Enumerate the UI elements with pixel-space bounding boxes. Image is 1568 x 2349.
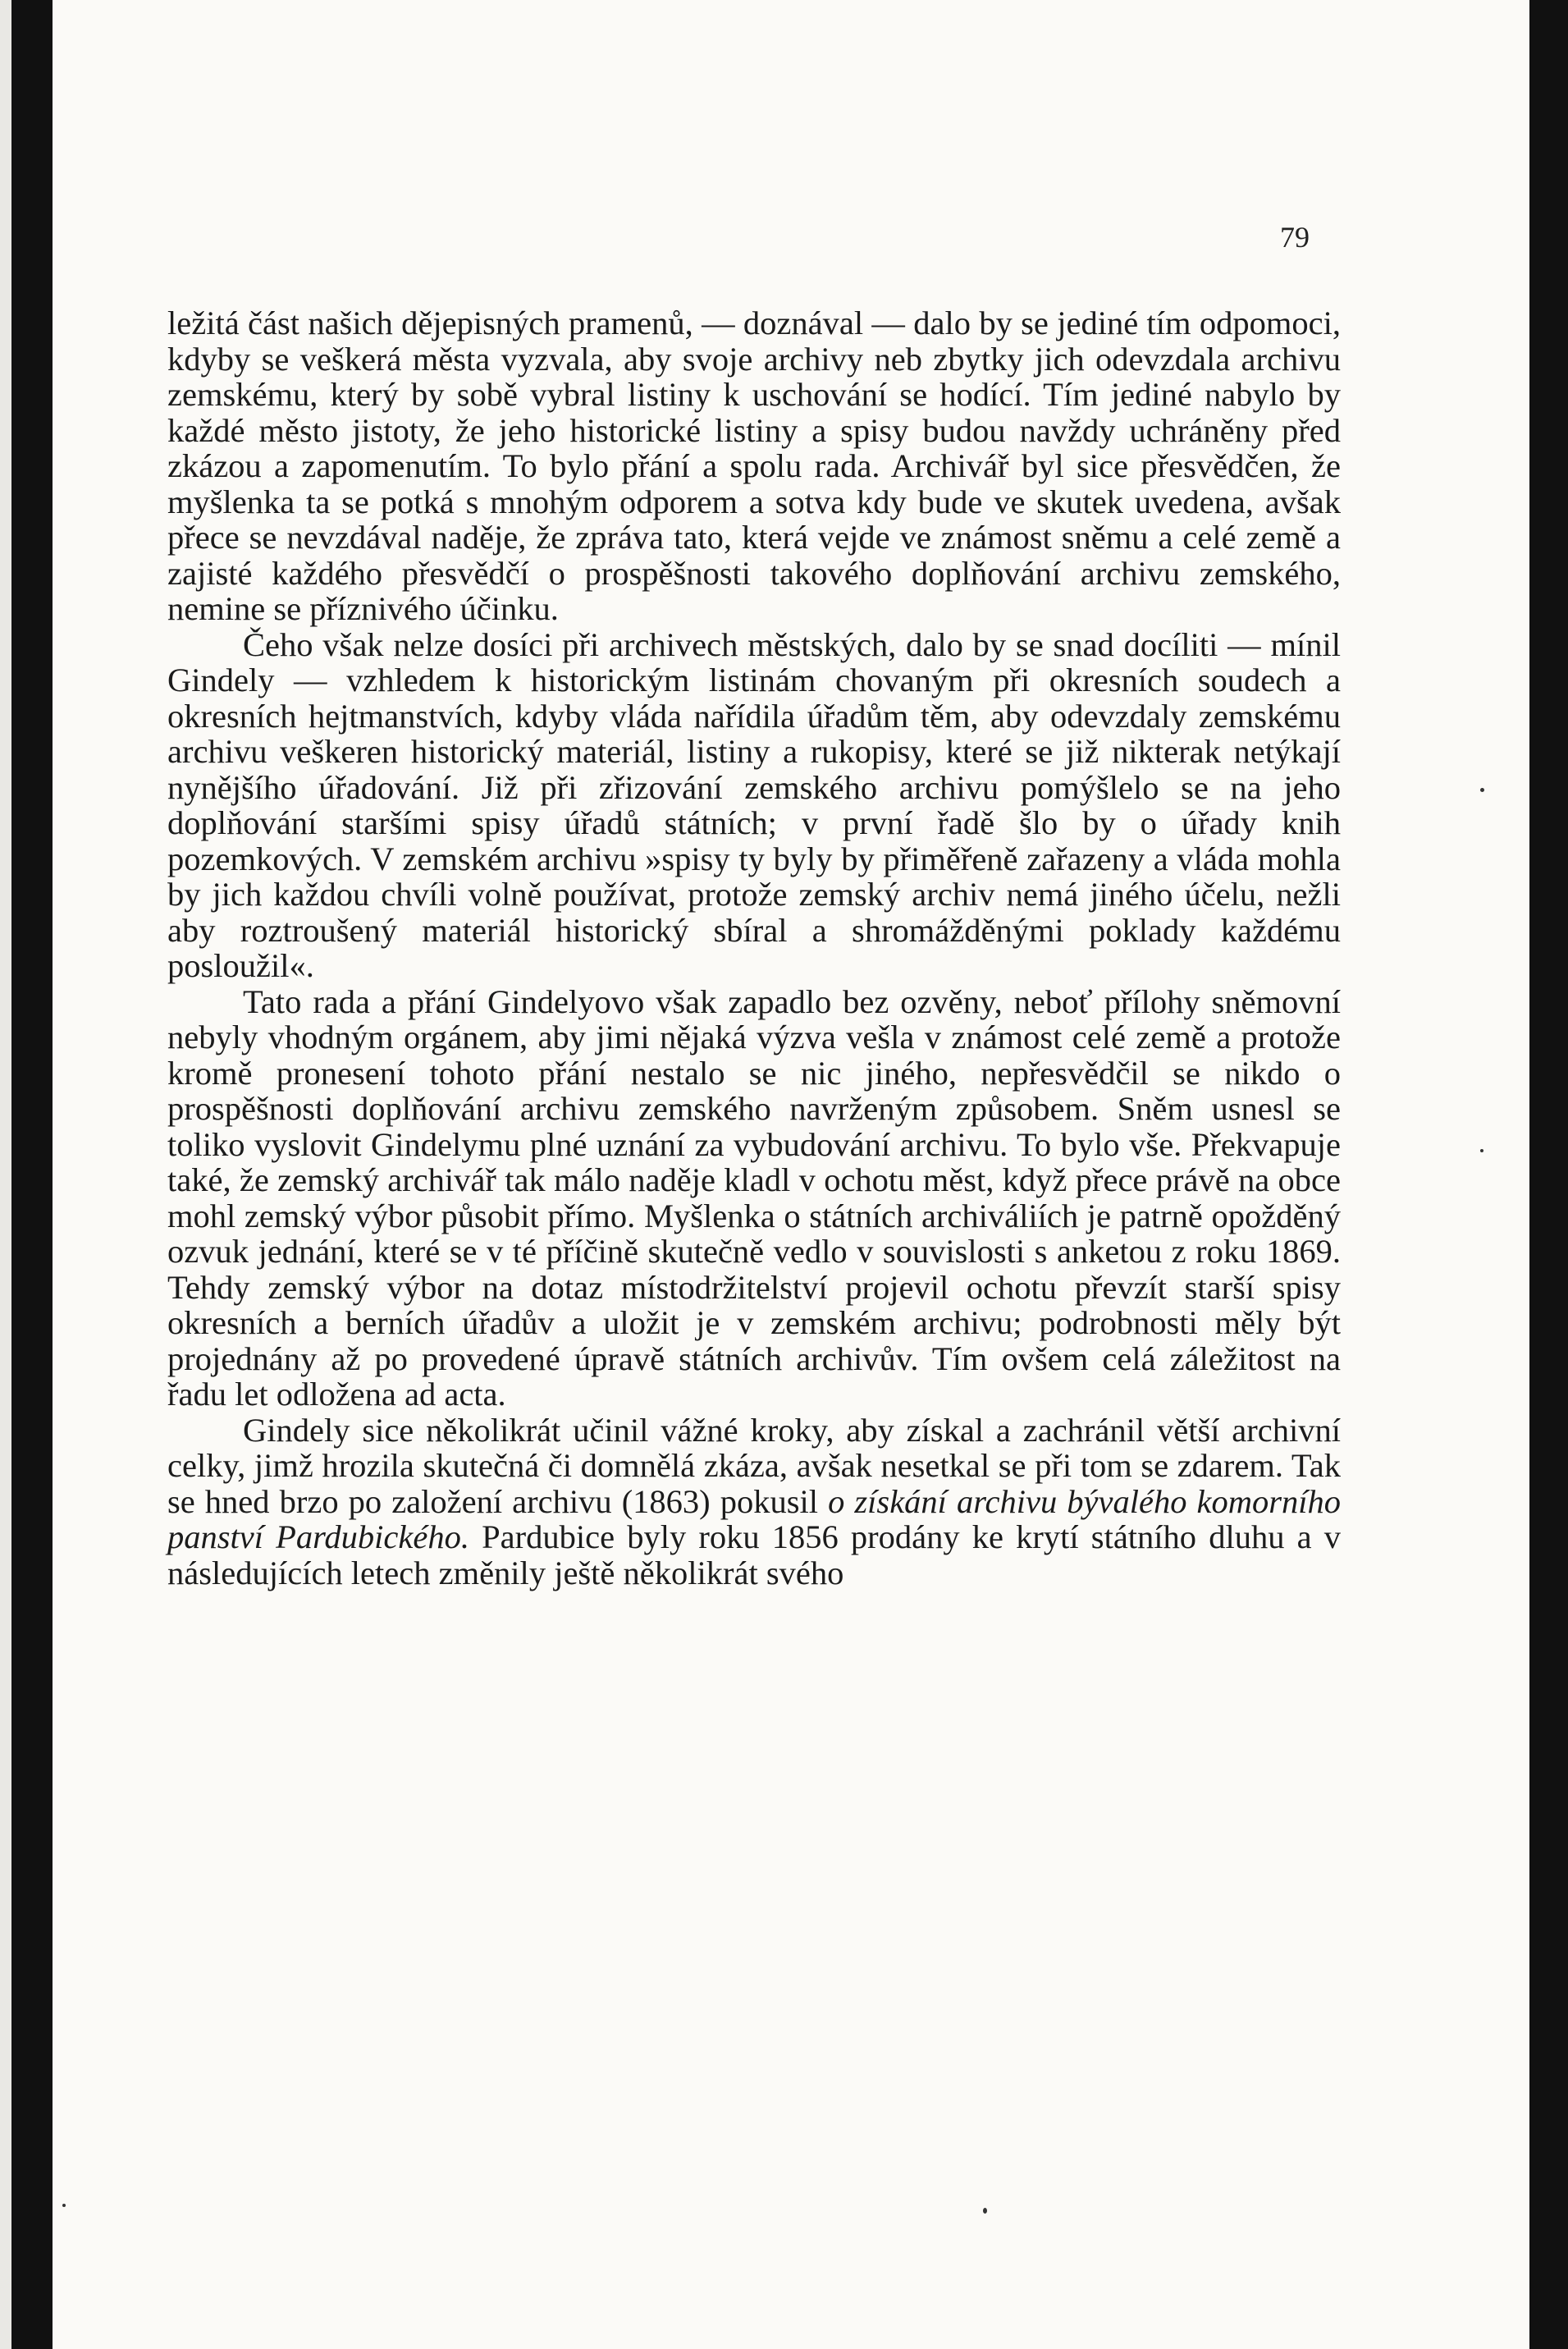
paragraph-4 <box>167 1413 1341 1591</box>
paragraph-4-end: Pardubice byly roku 1856 prodány ke krytí státního dluhu a v následujících letech změnily ještě několikrát svého <box>167 1518 1341 1591</box>
paragraph-3: Tato rada a přání Gindelyovo však zapadlo bez ozvěny, neboť přílohy sněmovní nebyly vhodným orgánem, aby jimi nějaká výzva vešla v známost celé země a protože kromě pronesení tohoto přání nestalo se nic jiného, nepřesvědčil se nikdo o prospěšnosti doplňování archivu zemského navrženým způsobem. Sněm usnesl se toliko vyslovit Gindelymu plné uznání za vybudování archivu. To bylo vše. Překvapuje také, že zemský archivář tak málo naděje kladl v ochotu měst, když přece právě na obce mohl zemský výbor působit přímo. Myšlenka o státních archiváliích je patrně opožděný ozvuk jednání, které se v té příčině skutečně vedlo v souvislosti s anketou z roku 1869. Tehdy zemský výbor na dotaz místodržitelství projevil ochotu převzít starší spisy okresních a berních úřadův a uložit je v zemském archivu; podrobnosti měly být projednány až po provedené úpravě státních archivův. Tím ovšem celá záležitost na řadu let odložena ad acta. <box>167 982 1341 1413</box>
scan-speck <box>1480 1149 1483 1152</box>
page-number: 79 <box>1280 221 1310 254</box>
paragraph-1: ležitá část našich dějepisných pramenů, — doznával — dalo by se jediné tím odpomoci, kdyby se veškerá města vyzvala, aby svoje archivy neb zbytky jich odevzdala archivu zemskému, který by sobě vybral listiny k uschování se hodící. Tím jediné nabylo by každé město jistoty, že jeho historické listiny a spisy budou navždy uchráněny před zkázou a zapomenutím. To bylo přání a spolu rada. Archivář byl sice přesvědčen, že myšlenka ta se potká s mnohým odporem a sotva kdy bude ve skutek uvedena, avšak přece se nevzdával naděje, že zpráva tato, která vejde ve známost sněmu a celé země a zajisté každého přesvědčí o prospěšnosti takového doplňování archivu zemského, nemine se příznivého účinku. <box>167 304 1341 627</box>
book-page <box>53 0 1529 2349</box>
body-text <box>167 305 1341 1591</box>
paragraph-4-italic: o získání archivu bývalého komorního panství Pardubického. <box>167 1482 1342 1555</box>
scan-left-edge <box>0 0 11 2349</box>
scan-speck <box>983 2208 987 2214</box>
scan-speck <box>1480 788 1484 792</box>
paragraph-2: Čeho však nelze dosíci při archivech městských, dalo by se snad docíliti — mínil Gindely — vzhledem k historickým listinám chovaným při okresních soudech a okresních hejtmanstvích, kdyby vláda nařídila úřadům těm, aby odevzdaly zemskému archivu veškeren historický materiál, listiny a rukopisy, které se již nikterak netýkají nynějšího úřadování. Již při zřizování zemského archivu pomýšlelo se na jeho doplňování staršími spisy úřadů státních; v první řadě šlo by o úřady knih pozemkových. V zemském archivu »spisy ty byly by přiměřeně zařazeny a vláda mohla by jich každou chvíli volně používat, protože zemský archiv nemá jiného účelu, nežli aby roztroušený materiál historický sbíral a shromážděnými poklady každému posloužil«. <box>167 625 1341 984</box>
paragraph-4-start: Gindely sice několikrát učinil vážné kroky, aby získal a zachránil větší archivní celky, jimž hrozila skutečná či domnělá zkáza, avšak nesetkal se při tom se zdarem. Tak se hned brzo po založení archivu (1863) pokusil <box>167 1411 1341 1520</box>
scan-speck <box>62 2204 66 2207</box>
